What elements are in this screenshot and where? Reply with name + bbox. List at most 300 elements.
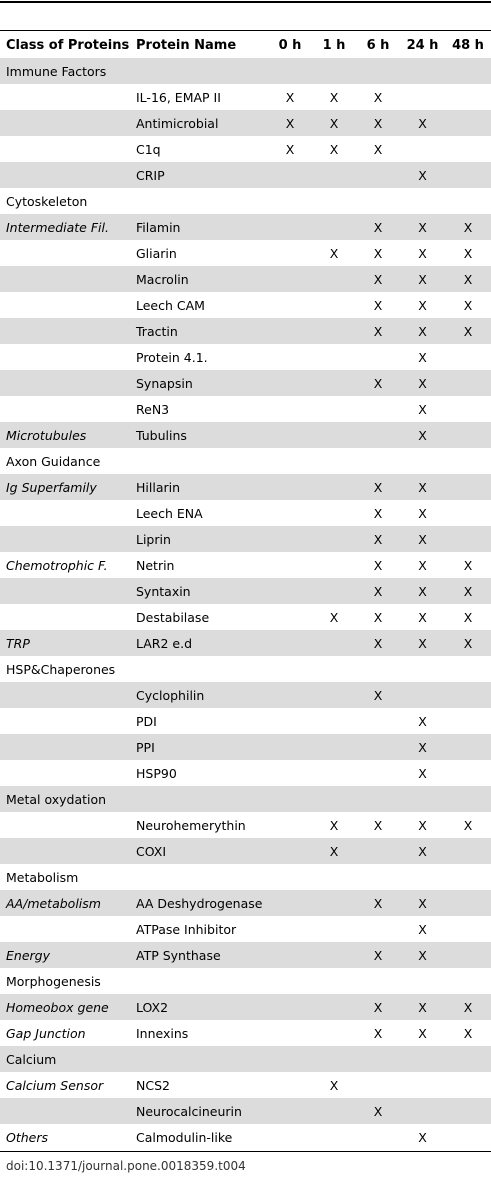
table-row <box>0 214 491 240</box>
mark-cell-0h: X <box>285 141 295 157</box>
protein-name-cell <box>130 448 268 474</box>
mark-cell-6h <box>356 838 400 864</box>
mark-cell-1h <box>312 864 356 890</box>
table-row <box>0 240 491 266</box>
protein-table <box>0 32 491 1150</box>
mark-cell-24h: X <box>418 1129 427 1145</box>
mark-cell-0h <box>268 422 312 448</box>
mark-cell-48h <box>445 396 491 422</box>
table-row <box>0 318 491 344</box>
mark-cell-0h <box>268 1098 312 1124</box>
table-row <box>0 162 491 188</box>
protein-name-cell: Tractin <box>130 318 268 344</box>
class-cell: Gap Junction <box>6 1025 86 1041</box>
table-row <box>0 656 491 682</box>
class-cell <box>0 526 130 552</box>
mark-cell-0h <box>268 214 312 240</box>
mark-cell-6h: X <box>356 370 400 396</box>
protein-name-cell <box>130 188 268 214</box>
protein-name-cell: Filamin <box>130 214 268 240</box>
class-cell: Others <box>6 1129 49 1145</box>
mark-cell-0h: X <box>285 89 295 105</box>
table-row <box>0 812 491 838</box>
mark-cell-0h <box>268 500 312 526</box>
mark-cell-1h <box>312 344 356 370</box>
protein-name-cell: LAR2 e.d <box>130 630 268 656</box>
mark-cell-6h: X <box>356 318 400 344</box>
mark-cell-48h: X <box>463 1025 473 1041</box>
table-row <box>0 448 491 474</box>
mark-cell-0h <box>268 656 312 682</box>
top-rule <box>0 1 491 3</box>
protein-name-cell: Calmodulin-like <box>136 1129 233 1145</box>
table-row <box>0 1124 491 1150</box>
class-cell: Energy <box>0 942 130 968</box>
mark-cell-48h <box>445 890 491 916</box>
class-cell <box>0 578 130 604</box>
table-body <box>0 58 491 1150</box>
class-cell <box>0 162 130 188</box>
protein-name-cell: ATPase Inhibitor <box>136 921 237 937</box>
mark-cell-1h <box>312 786 356 812</box>
mark-cell-48h <box>445 942 491 968</box>
mark-cell-0h <box>268 890 312 916</box>
mark-cell-1h <box>312 396 356 422</box>
mark-cell-48h <box>445 58 491 84</box>
table-row <box>0 994 491 1020</box>
mark-cell-6h: X <box>356 682 400 708</box>
table-row <box>0 344 491 370</box>
protein-name-cell: Innexins <box>136 1025 189 1041</box>
class-cell <box>0 812 130 838</box>
mark-cell-48h <box>445 734 491 760</box>
mark-cell-1h <box>312 656 356 682</box>
mark-cell-48h: X <box>445 994 491 1020</box>
mark-cell-0h <box>268 552 312 578</box>
bottom-rule <box>0 1151 491 1152</box>
mark-cell-1h: X <box>329 1077 339 1093</box>
mark-cell-1h <box>312 682 356 708</box>
mark-cell-1h <box>312 552 356 578</box>
class-cell <box>0 604 130 630</box>
protein-name-cell: PDI <box>136 713 157 729</box>
table-row <box>0 786 491 812</box>
mark-cell-1h <box>312 916 356 942</box>
mark-cell-1h <box>312 266 356 292</box>
mark-cell-0h <box>268 942 312 968</box>
class-cell: Calcium <box>0 1046 130 1072</box>
protein-name-cell: Gliarin <box>136 245 177 261</box>
mark-cell-6h: X <box>356 474 400 500</box>
mark-cell-0h <box>268 188 312 214</box>
mark-cell-24h: X <box>418 557 427 573</box>
mark-cell-0h <box>268 240 312 266</box>
mark-cell-24h <box>400 448 445 474</box>
mark-cell-0h <box>268 318 312 344</box>
table-row <box>0 188 491 214</box>
class-cell: TRP <box>0 630 130 656</box>
mark-cell-24h: X <box>418 349 427 365</box>
mark-cell-6h <box>356 656 400 682</box>
mark-cell-1h <box>312 578 356 604</box>
mark-cell-24h <box>400 136 445 162</box>
mark-cell-24h: X <box>418 505 427 521</box>
class-cell <box>0 1098 130 1124</box>
mark-cell-1h <box>312 474 356 500</box>
mark-cell-0h <box>268 1072 312 1098</box>
class-cell <box>0 760 130 786</box>
mark-cell-6h: X <box>356 578 400 604</box>
mark-cell-24h: X <box>400 318 445 344</box>
mark-cell-24h <box>400 968 445 994</box>
mark-cell-24h: X <box>418 817 427 833</box>
mark-cell-48h <box>445 162 491 188</box>
table-row <box>0 58 491 84</box>
mark-cell-6h <box>356 1072 400 1098</box>
mark-cell-6h <box>356 448 400 474</box>
mark-cell-24h: X <box>400 266 445 292</box>
mark-cell-0h <box>268 1046 312 1072</box>
mark-cell-6h: X <box>356 266 400 292</box>
protein-name-cell: Liprin <box>130 526 268 552</box>
mark-cell-1h <box>312 162 356 188</box>
protein-name-cell: Hillarin <box>130 474 268 500</box>
mark-cell-48h <box>445 708 491 734</box>
mark-cell-24h: X <box>400 890 445 916</box>
mark-cell-24h: X <box>400 422 445 448</box>
mark-cell-48h: X <box>463 245 473 261</box>
table-row <box>0 630 491 656</box>
table-row <box>0 604 491 630</box>
class-cell: Metabolism <box>6 869 79 885</box>
mark-cell-0h <box>268 968 312 994</box>
doi-caption: doi:10.1371/journal.pone.0018359.t004 <box>6 1159 246 1173</box>
protein-name-cell: LOX2 <box>130 994 268 1020</box>
protein-name-cell: C1q <box>136 141 161 157</box>
class-cell: Ig Superfamily <box>0 474 130 500</box>
table-row <box>0 84 491 110</box>
mark-cell-24h: X <box>400 734 445 760</box>
mark-cell-0h <box>268 578 312 604</box>
mark-cell-6h <box>356 162 400 188</box>
header-0h: 0 h <box>268 32 312 58</box>
mark-cell-48h <box>445 344 491 370</box>
class-cell <box>0 916 130 942</box>
table-row <box>0 110 491 136</box>
mark-cell-24h: X <box>400 370 445 396</box>
table-row <box>0 292 491 318</box>
mark-cell-24h: X <box>418 609 427 625</box>
mark-cell-6h <box>356 344 400 370</box>
mark-cell-24h <box>400 1098 445 1124</box>
header-1h: 1 h <box>312 32 356 58</box>
mark-cell-48h <box>445 916 491 942</box>
mark-cell-24h <box>400 786 445 812</box>
mark-cell-1h <box>312 1020 356 1046</box>
protein-name-cell: IL-16, EMAP II <box>136 89 221 105</box>
table-row <box>0 422 491 448</box>
mark-cell-24h: X <box>418 921 427 937</box>
class-cell: Axon Guidance <box>6 453 101 469</box>
mark-cell-48h: X <box>463 297 473 313</box>
mark-cell-6h: X <box>373 89 383 105</box>
protein-name-cell: CRIP <box>130 162 268 188</box>
mark-cell-6h <box>356 422 400 448</box>
mark-cell-0h <box>268 708 312 734</box>
class-cell <box>0 318 130 344</box>
mark-cell-24h: X <box>400 162 445 188</box>
mark-cell-48h <box>445 656 491 682</box>
mark-cell-48h <box>445 1124 491 1150</box>
mark-cell-0h <box>268 1020 312 1046</box>
table-row <box>0 734 491 760</box>
class-cell <box>0 500 130 526</box>
mark-cell-1h: X <box>329 89 339 105</box>
mark-cell-48h <box>445 422 491 448</box>
class-cell: Cytoskeleton <box>6 193 88 209</box>
mark-cell-6h: X <box>373 1025 383 1041</box>
mark-cell-6h: X <box>356 526 400 552</box>
mark-cell-24h <box>400 1072 445 1098</box>
header-24h: 24 h <box>400 32 445 58</box>
table-row <box>0 682 491 708</box>
class-cell <box>0 344 130 370</box>
class-cell <box>0 292 130 318</box>
mark-cell-1h <box>312 968 356 994</box>
mark-cell-24h: X <box>400 994 445 1020</box>
mark-cell-0h <box>268 474 312 500</box>
mark-cell-48h: X <box>445 214 491 240</box>
mark-cell-48h <box>445 864 491 890</box>
class-cell <box>0 240 130 266</box>
mark-cell-1h: X <box>329 245 339 261</box>
protein-name-cell: Tubulins <box>130 422 268 448</box>
mark-cell-0h <box>268 838 312 864</box>
mark-cell-48h <box>445 136 491 162</box>
mark-cell-0h <box>268 370 312 396</box>
class-cell: Intermediate Fil. <box>0 214 130 240</box>
protein-name-cell: Macrolin <box>130 266 268 292</box>
mark-cell-48h <box>445 786 491 812</box>
mark-cell-24h <box>400 864 445 890</box>
mark-cell-1h <box>312 370 356 396</box>
mark-cell-0h <box>268 916 312 942</box>
mark-cell-6h: X <box>373 557 383 573</box>
header-protein-name: Protein Name <box>130 32 268 58</box>
mark-cell-1h <box>312 708 356 734</box>
table-row <box>0 500 491 526</box>
mark-cell-1h <box>312 1098 356 1124</box>
mark-cell-6h <box>356 916 400 942</box>
mark-cell-24h: X <box>418 245 427 261</box>
mark-cell-0h <box>268 812 312 838</box>
protein-name-cell: Neurohemerythin <box>136 817 246 833</box>
mark-cell-0h <box>268 162 312 188</box>
class-cell <box>0 682 130 708</box>
mark-cell-1h <box>312 58 356 84</box>
table-row <box>0 838 491 864</box>
protein-name-cell: Destabilase <box>136 609 210 625</box>
mark-cell-1h <box>312 890 356 916</box>
mark-cell-6h <box>356 968 400 994</box>
protein-name-cell: Antimicrobial <box>130 110 268 136</box>
mark-cell-6h <box>356 734 400 760</box>
table-row <box>0 1098 491 1124</box>
mark-cell-1h: X <box>312 838 356 864</box>
mark-cell-24h: X <box>400 838 445 864</box>
mark-cell-24h <box>400 188 445 214</box>
protein-name-cell: Cyclophilin <box>130 682 268 708</box>
class-cell <box>0 708 130 734</box>
mark-cell-1h: X <box>329 609 339 625</box>
class-cell: Metal oxydation <box>0 786 130 812</box>
mark-cell-24h: X <box>400 942 445 968</box>
mark-cell-0h <box>268 1124 312 1150</box>
mark-cell-24h <box>400 656 445 682</box>
table-row <box>0 708 491 734</box>
mark-cell-1h <box>312 500 356 526</box>
mark-cell-6h: X <box>373 245 383 261</box>
header-rule <box>0 30 491 31</box>
class-cell <box>0 370 130 396</box>
table-row <box>0 916 491 942</box>
table-row <box>0 578 491 604</box>
mark-cell-6h <box>356 1046 400 1072</box>
mark-cell-0h <box>268 526 312 552</box>
mark-cell-1h <box>312 734 356 760</box>
class-cell: Immune Factors <box>0 58 130 84</box>
mark-cell-0h <box>268 994 312 1020</box>
mark-cell-0h <box>268 734 312 760</box>
mark-cell-48h <box>445 84 491 110</box>
protein-name-cell: Netrin <box>136 557 175 573</box>
mark-cell-48h: X <box>445 630 491 656</box>
class-cell: Morphogenesis <box>6 973 101 989</box>
mark-cell-1h: X <box>312 110 356 136</box>
mark-cell-6h: X <box>356 1098 400 1124</box>
mark-cell-1h: X <box>329 141 339 157</box>
mark-cell-0h: X <box>268 110 312 136</box>
mark-cell-1h <box>312 630 356 656</box>
table-row <box>0 552 491 578</box>
protein-name-cell <box>130 864 268 890</box>
mark-cell-1h <box>312 448 356 474</box>
mark-cell-48h <box>445 1072 491 1098</box>
class-cell: Microtubules <box>0 422 130 448</box>
table-row <box>0 1072 491 1098</box>
mark-cell-48h <box>445 682 491 708</box>
table-row <box>0 864 491 890</box>
mark-cell-48h <box>445 370 491 396</box>
mark-cell-1h <box>312 1046 356 1072</box>
class-cell: AA/metabolism <box>0 890 130 916</box>
mark-cell-1h <box>312 942 356 968</box>
mark-cell-24h: X <box>400 526 445 552</box>
table-row <box>0 968 491 994</box>
mark-cell-0h <box>268 58 312 84</box>
mark-cell-24h: X <box>418 401 427 417</box>
mark-cell-48h <box>445 968 491 994</box>
mark-cell-24h: X <box>400 578 445 604</box>
protein-name-cell <box>130 1046 268 1072</box>
mark-cell-48h <box>445 110 491 136</box>
mark-cell-0h <box>268 682 312 708</box>
mark-cell-6h: X <box>373 609 383 625</box>
mark-cell-6h: X <box>373 297 383 313</box>
mark-cell-48h <box>445 188 491 214</box>
mark-cell-0h <box>268 396 312 422</box>
mark-cell-24h: X <box>400 630 445 656</box>
mark-cell-0h <box>268 864 312 890</box>
mark-cell-24h <box>400 682 445 708</box>
mark-cell-1h: X <box>329 817 339 833</box>
protein-name-cell <box>130 58 268 84</box>
class-cell <box>0 266 130 292</box>
class-cell <box>0 136 130 162</box>
mark-cell-0h <box>268 630 312 656</box>
protein-name-cell <box>130 968 268 994</box>
mark-cell-6h <box>356 864 400 890</box>
mark-cell-6h <box>356 1124 400 1150</box>
mark-cell-6h <box>356 396 400 422</box>
mark-cell-24h <box>400 1046 445 1072</box>
mark-cell-6h: X <box>373 817 383 833</box>
mark-cell-24h: X <box>418 765 427 781</box>
mark-cell-24h: X <box>418 1025 427 1041</box>
mark-cell-48h <box>445 1098 491 1124</box>
mark-cell-24h: X <box>400 214 445 240</box>
table-row <box>0 474 491 500</box>
mark-cell-24h: X <box>418 713 427 729</box>
mark-cell-6h <box>356 188 400 214</box>
mark-cell-48h <box>445 526 491 552</box>
mark-cell-24h <box>400 58 445 84</box>
mark-cell-0h <box>268 266 312 292</box>
mark-cell-24h: X <box>418 297 427 313</box>
header-6h: 6 h <box>356 32 400 58</box>
protein-name-cell: ATP Synthase <box>130 942 268 968</box>
table-row <box>0 266 491 292</box>
mark-cell-1h <box>312 422 356 448</box>
class-cell: Homeobox gene <box>0 994 130 1020</box>
table-row <box>0 396 491 422</box>
protein-name-cell: PPI <box>130 734 268 760</box>
mark-cell-0h <box>268 344 312 370</box>
mark-cell-48h <box>445 500 491 526</box>
mark-cell-0h <box>268 604 312 630</box>
mark-cell-48h: X <box>463 557 473 573</box>
header-class: Class of Proteins <box>0 32 130 58</box>
protein-name-cell: Synapsin <box>130 370 268 396</box>
mark-cell-48h: X <box>445 266 491 292</box>
class-cell <box>0 110 130 136</box>
protein-name-cell <box>130 656 268 682</box>
mark-cell-1h <box>312 318 356 344</box>
mark-cell-48h: X <box>445 318 491 344</box>
mark-cell-24h <box>400 84 445 110</box>
mark-cell-6h <box>356 786 400 812</box>
table-row <box>0 1046 491 1072</box>
mark-cell-0h <box>268 448 312 474</box>
class-cell: Calcium Sensor <box>6 1077 104 1093</box>
mark-cell-6h <box>356 58 400 84</box>
class-cell <box>0 734 130 760</box>
mark-cell-48h <box>445 1046 491 1072</box>
mark-cell-1h <box>312 994 356 1020</box>
mark-cell-24h: X <box>400 474 445 500</box>
mark-cell-48h: X <box>445 578 491 604</box>
class-cell <box>0 84 130 110</box>
